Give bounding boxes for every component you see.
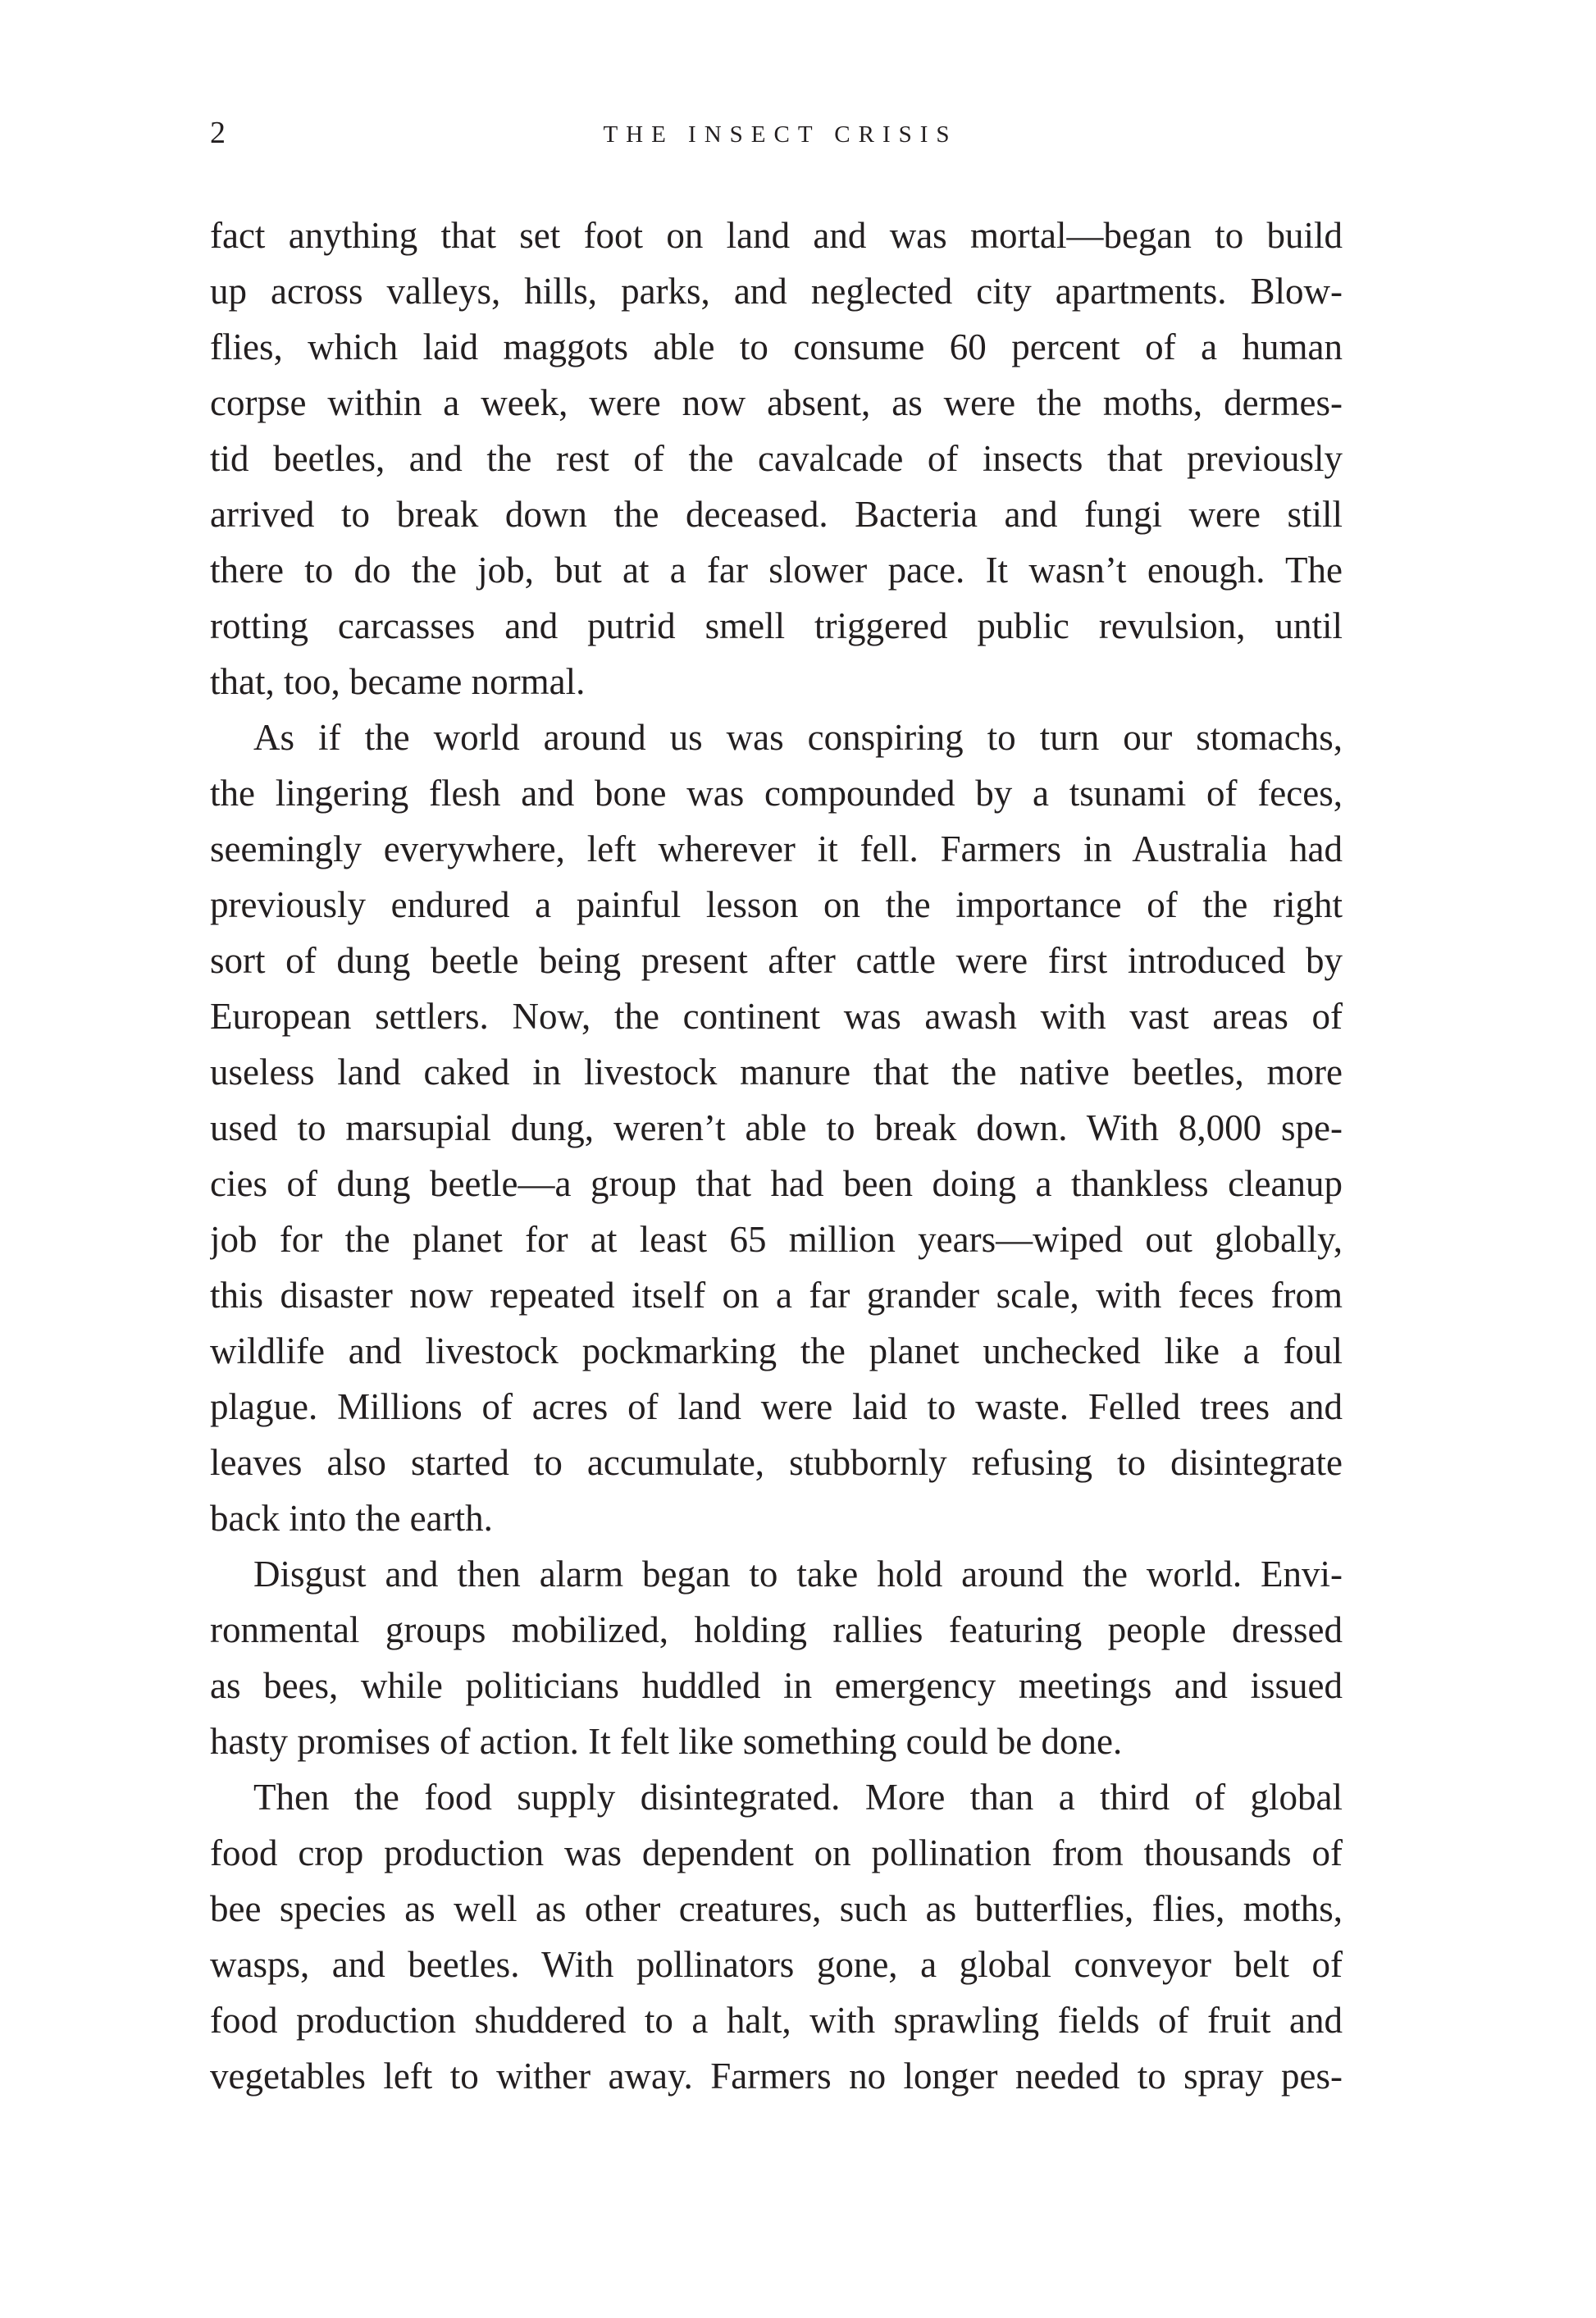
paragraph-3 — [210, 1546, 1343, 1769]
text-line: sort of dung beetle being present after cattle were first introduced by — [210, 940, 1343, 981]
text-line: used to marsupial dung, weren’t able to break down. With 8,000 spe- — [210, 1107, 1343, 1148]
text-line: As if the world around us was conspiring to turn our stomachs, — [253, 717, 1343, 758]
running-title: THE INSECT CRISIS — [603, 121, 958, 148]
text-line: bee species as well as other creatures, such as butterflies, flies, moths, — [210, 1888, 1343, 1929]
text-line: job for the planet for at least 65 million years—wiped out globally, — [210, 1219, 1343, 1260]
text-line: there to do the job, but at a far slower pace. It wasn’t enough. The — [210, 550, 1343, 591]
text-line: hasty promises of action. It felt like something could be done. — [210, 1721, 1123, 1762]
text-line: tid beetles, and the rest of the cavalcade of insects that previously — [210, 438, 1343, 479]
text-line: Then the food supply disintegrated. More than a third of global — [253, 1777, 1343, 1818]
text-line: back into the earth. — [210, 1498, 493, 1539]
paragraph-1 — [210, 208, 1343, 710]
text-line: arrived to break down the deceased. Bacteria and fungi were still — [210, 494, 1343, 535]
text-line: Disgust and then alarm began to take hold around the world. Envi- — [253, 1554, 1343, 1595]
text-line: up across valleys, hills, parks, and neglected city apartments. Blow- — [210, 271, 1343, 312]
paragraph-2 — [210, 710, 1343, 1546]
text-line: wildlife and livestock pockmarking the planet unchecked like a foul — [210, 1330, 1343, 1371]
running-header — [210, 115, 1343, 151]
text-line: cies of dung beetle—a group that had been doing a thankless cleanup — [210, 1163, 1343, 1204]
text-line: as bees, while politicians huddled in emergency meetings and issued — [210, 1665, 1343, 1706]
text-line: that, too, became normal. — [210, 661, 586, 702]
text-line: fact anything that set foot on land and was mortal—began to build — [210, 215, 1343, 256]
text-line: corpse within a week, were now absent, as were the moths, dermes- — [210, 382, 1343, 423]
text-line: food crop production was dependent on pollination from thousands of — [210, 1832, 1343, 1873]
text-line: plague. Millions of acres of land were laid to waste. Felled trees and — [210, 1386, 1343, 1427]
paragraph-4 — [210, 1769, 1343, 2104]
text-line: vegetables left to wither away. Farmers no longer needed to spray pes- — [210, 2056, 1343, 2097]
text-line: useless land caked in livestock manure that the native beetles, more — [210, 1052, 1343, 1093]
text-line: flies, which laid maggots able to consume 60 percent of a human — [210, 326, 1343, 367]
text-line: previously endured a painful lesson on the importance of the right — [210, 884, 1343, 925]
text-line: this disaster now repeated itself on a far grander scale, with feces from — [210, 1275, 1343, 1316]
text-line: seemingly everywhere, left wherever it fell. Farmers in Australia had — [210, 828, 1343, 869]
text-line: rotting carcasses and putrid smell triggered public revulsion, until — [210, 605, 1343, 646]
text-line: ronmental groups mobilized, holding rallies featuring people dressed — [210, 1609, 1343, 1650]
page-number: 2 — [210, 116, 226, 150]
text-line: wasps, and beetles. With pollinators gone, a global conveyor belt of — [210, 1944, 1343, 1985]
body-text — [210, 208, 1343, 2104]
text-line: European settlers. Now, the continent was awash with vast areas of — [210, 996, 1343, 1037]
text-line: the lingering flesh and bone was compounded by a tsunami of feces, — [210, 773, 1343, 814]
text-line: leaves also started to accumulate, stubbornly refusing to disintegrate — [210, 1442, 1343, 1483]
text-line: food production shuddered to a halt, with sprawling fields of fruit and — [210, 2000, 1343, 2041]
